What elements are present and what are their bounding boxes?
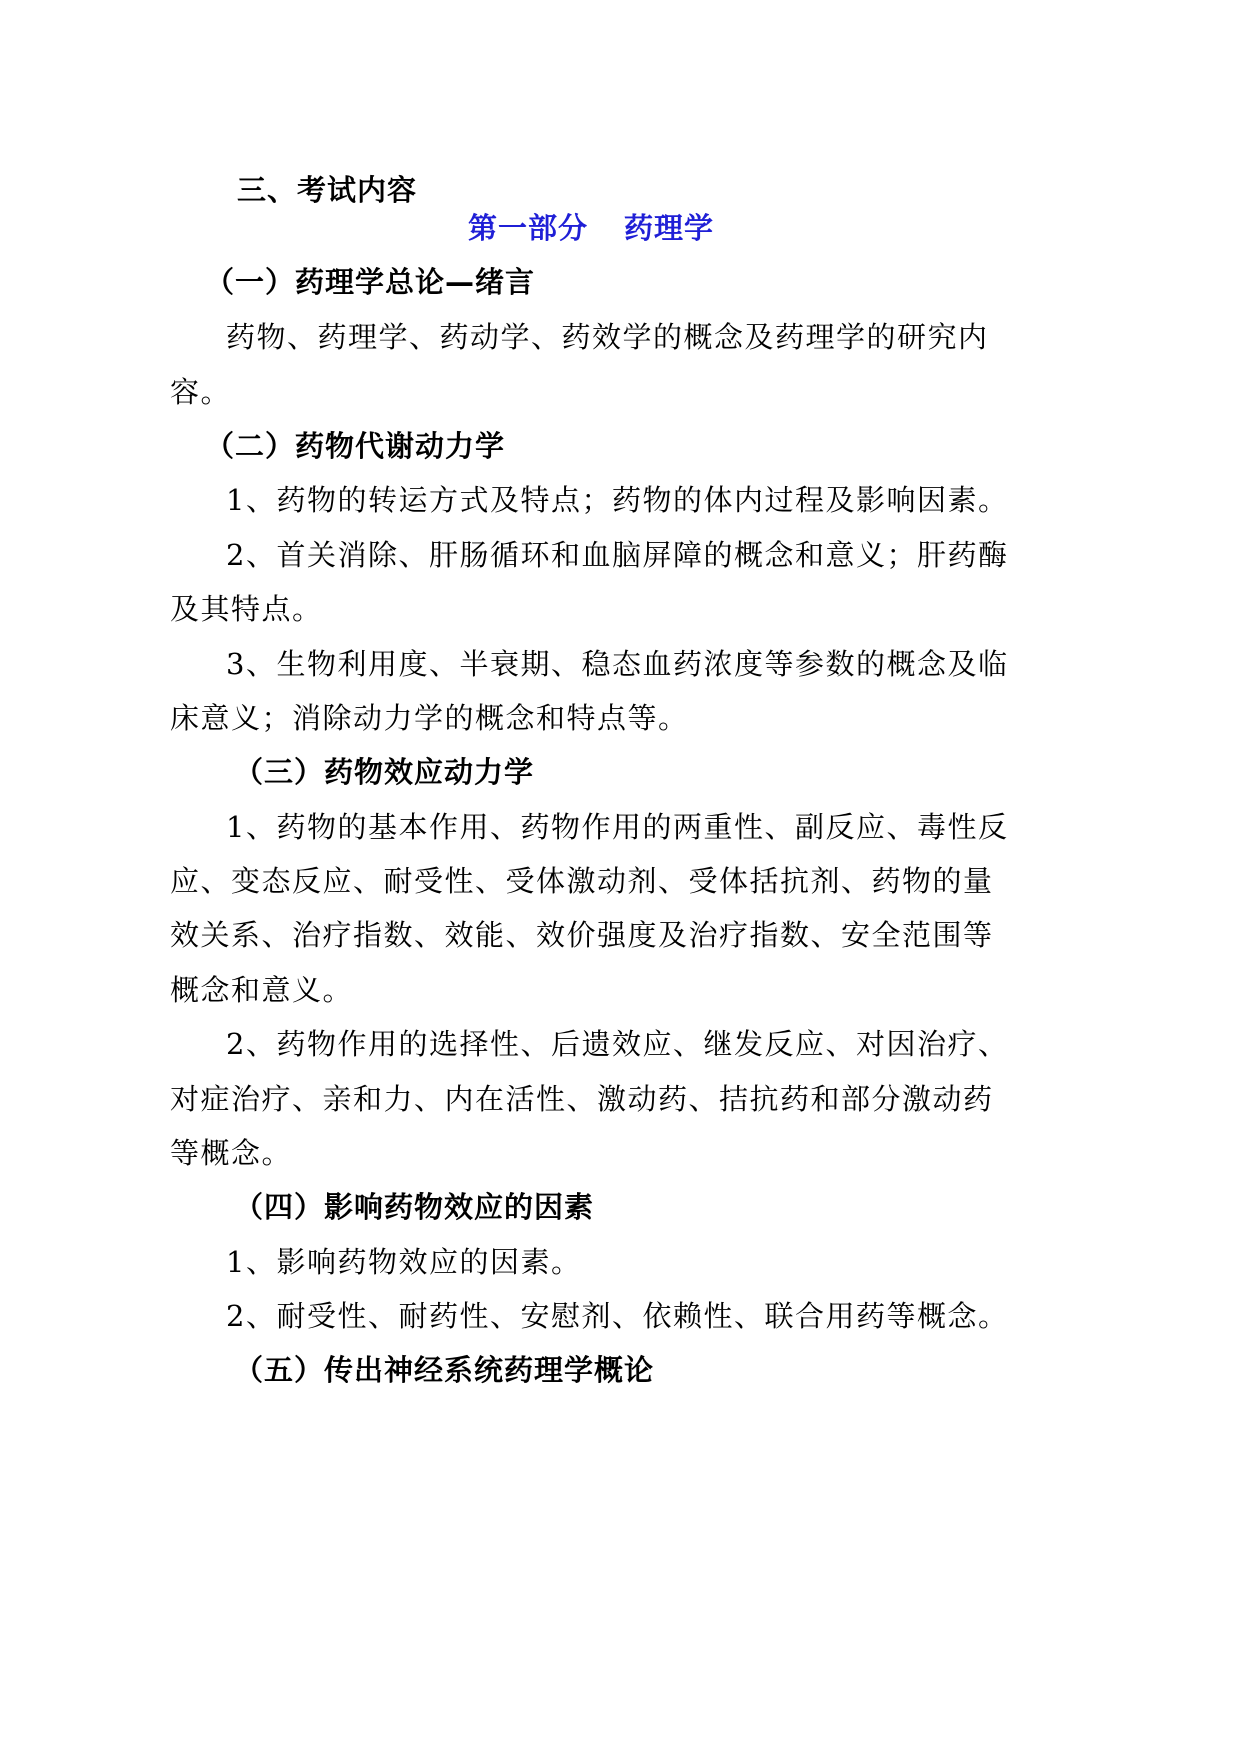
part-subject: 药理学 [624,211,715,245]
section-heading: 三、考试内容 [237,173,418,207]
paragraph-line: 2、药物作用的选择性、后遗效应、继发反应、对因治疗、 [226,1027,1009,1061]
section-heading-1: （一）药理学总论—绪言 [205,265,536,299]
part-label: 第一部分 [468,211,589,245]
paragraph-line: 应、变态反应、耐受性、受体激动剂、受体括抗剂、药物的量 [170,864,994,898]
paragraph-line: 等概念。 [170,1136,293,1170]
paragraph-line: 2、耐受性、耐药性、安慰剂、依赖性、联合用药等概念。 [226,1299,1009,1333]
part-title [468,208,714,248]
section-heading-4: （四）影响药物效应的因素 [234,1190,595,1224]
paragraph-line: 1、影响药物效应的因素。 [226,1245,582,1279]
paragraph-line: 对症治疗、亲和力、内在活性、激动药、拮抗药和部分激动药 [170,1082,994,1116]
paragraph-line: 及其特点。 [170,592,323,626]
paragraph-line: 2、首关消除、肝肠循环和血脑屏障的概念和意义；肝药酶 [226,538,1009,572]
paragraph-line: 效关系、治疗指数、效能、效价强度及治疗指数、安全范围等 [170,918,994,952]
paragraph-line: 药物、药理学、药动学、药效学的概念及药理学的研究内 [226,320,989,354]
paragraph-line: 1、药物的基本作用、药物作用的两重性、副反应、毒性反 [226,810,1009,844]
section-heading-2: （二）药物代谢动力学 [205,429,506,463]
paragraph-line: 1、药物的转运方式及特点；药物的体内过程及影响因素。 [226,483,1009,517]
section-heading-3: （三）药物效应动力学 [234,755,535,789]
paragraph-line: 概念和意义。 [170,973,354,1007]
section-heading-5: （五）传出神经系统药理学概论 [234,1353,655,1387]
paragraph-line: 容。 [170,375,232,409]
paragraph-line: 床意义；消除动力学的概念和特点等。 [170,701,689,735]
paragraph-line: 3、生物利用度、半衰期、稳态血药浓度等参数的概念及临 [226,647,1009,681]
